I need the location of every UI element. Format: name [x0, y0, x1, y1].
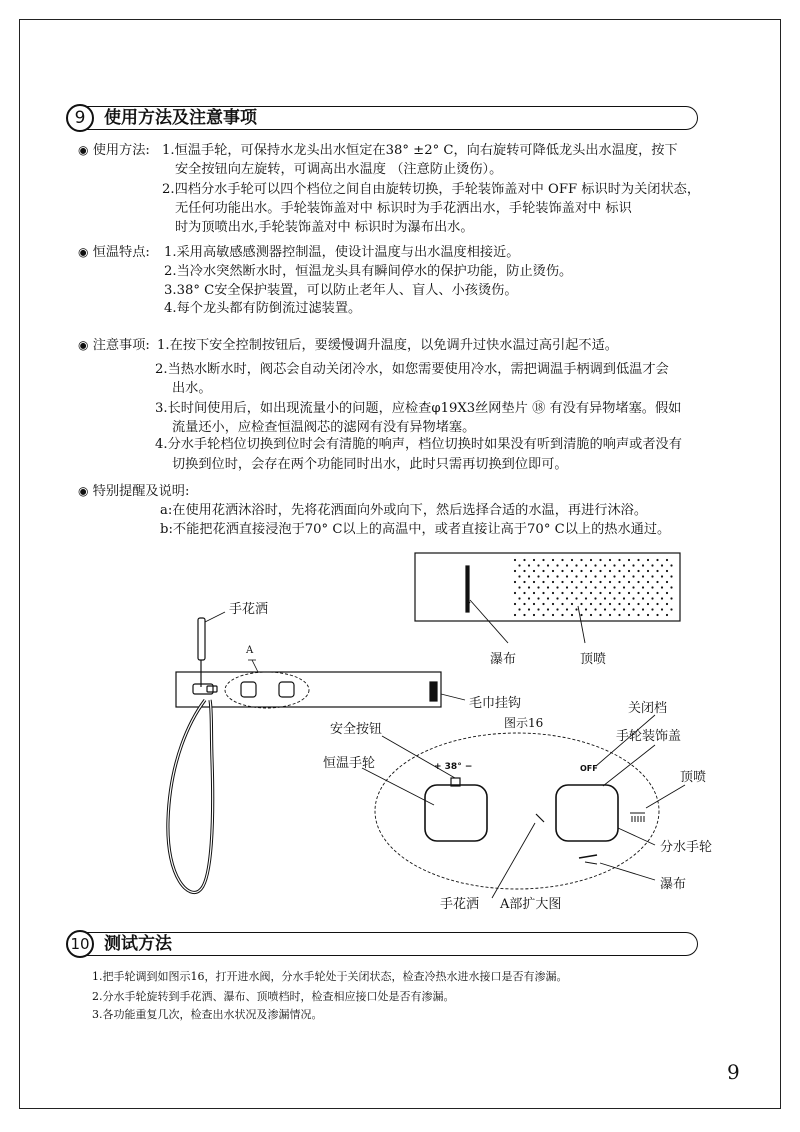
spray-dot	[533, 570, 535, 572]
notes-item-2-line2: 出水。	[172, 381, 212, 396]
notes-item-4-line2: 切换到位时，会存在两个功能同时出水，此时只需再切换到位即可。	[172, 457, 568, 472]
spray-dot	[561, 614, 563, 616]
spray-dot	[618, 603, 620, 605]
spray-dot	[547, 586, 549, 588]
spray-dot	[566, 597, 568, 599]
spray-dot	[642, 564, 644, 566]
spray-dot	[613, 597, 615, 599]
spray-dot	[585, 597, 587, 599]
spray-dot	[594, 575, 596, 577]
spray-dot	[594, 586, 596, 588]
features-label: 恒温特点:	[92, 245, 150, 260]
spray-dot	[575, 564, 577, 566]
spray-dot	[651, 608, 653, 610]
spray-dot	[523, 592, 525, 594]
method-item2-line2: 无任何功能出水。手轮装饰盖对中 标识时为手花洒出水，手轮装饰盖对中 标识	[175, 201, 632, 216]
spray-dot	[599, 603, 601, 605]
spray-dot	[666, 614, 668, 616]
spray-dot	[604, 564, 606, 566]
spray-dot	[604, 608, 606, 610]
spray-dot	[637, 581, 639, 583]
top-spray-icon	[630, 813, 645, 822]
label-hand-shower: 手花洒	[229, 602, 269, 617]
spray-dot	[556, 575, 558, 577]
spray-dot	[542, 603, 544, 605]
label-towel-hook: 毛巾挂钩	[469, 696, 522, 711]
page-number: 9	[727, 1060, 740, 1084]
spray-dot	[585, 564, 587, 566]
spray-dot	[552, 614, 554, 616]
spray-dot	[656, 581, 658, 583]
spray-dot	[518, 608, 520, 610]
spray-dot	[656, 570, 658, 572]
spray-dot	[552, 603, 554, 605]
spray-dot	[542, 581, 544, 583]
method-label: 使用方法:	[92, 143, 150, 158]
spray-dot	[609, 559, 611, 561]
spray-dot	[623, 597, 625, 599]
spray-dot	[623, 564, 625, 566]
spray-dot	[666, 581, 668, 583]
notes-label: 注意事项:	[92, 338, 150, 353]
test-item-1: 1.把手轮调到如图示16，打开进水阀，分水手轮处于关闭状态，检查冷热水进水接口是否有渗漏。	[92, 970, 568, 983]
notes-item-3-line1: 3.长时间使用后，如出现流量小的问题，应检查φ19X3丝网垫片 ⑱ 有没有异物堵塞。假如	[155, 401, 682, 416]
spray-dot	[561, 592, 563, 594]
spray-dot	[656, 559, 658, 561]
towel-hook-mark	[430, 682, 437, 701]
spray-dot	[561, 603, 563, 605]
spray-dot	[533, 614, 535, 616]
spray-dot	[604, 597, 606, 599]
label-hand-shower-2: 手花洒	[440, 897, 480, 912]
spray-dot	[514, 559, 516, 561]
spray-dot	[514, 603, 516, 605]
spray-dot	[594, 564, 596, 566]
off-mark: OFF	[580, 764, 598, 773]
spray-dot	[571, 581, 573, 583]
spray-dot	[623, 608, 625, 610]
spray-dot	[537, 564, 539, 566]
spray-dot	[632, 564, 634, 566]
features-item-2: 2.当冷水突然断水时，恒温龙头具有瞬间停水的保护功能，防止烫伤。	[164, 264, 573, 279]
spray-dot	[599, 581, 601, 583]
spray-dot	[632, 608, 634, 610]
spray-dot	[642, 586, 644, 588]
spray-dot	[590, 603, 592, 605]
features-item-4: 4.每个龙头都有防倒流过滤装置。	[164, 301, 362, 316]
spray-dot	[523, 559, 525, 561]
spray-dot	[632, 597, 634, 599]
spray-dot	[618, 581, 620, 583]
spray-dot	[661, 608, 663, 610]
spray-dot	[561, 570, 563, 572]
spray-dot	[518, 586, 520, 588]
spray-dot	[542, 592, 544, 594]
spray-dot	[575, 597, 577, 599]
spray-dot	[618, 570, 620, 572]
bullet-icon: ◉	[78, 484, 89, 498]
section-title: 使用方法及注意事项	[104, 108, 257, 128]
section-number: 9	[66, 104, 94, 132]
spray-dot	[599, 614, 601, 616]
spray-dot	[609, 570, 611, 572]
bullet-icon: ◉	[78, 245, 89, 259]
spray-dot	[651, 575, 653, 577]
notes-item-1: 1.在按下安全控制按钮后，要缓慢调升温度，以免调升过快水温过高引起不适。	[157, 338, 618, 353]
spray-dot	[590, 559, 592, 561]
spray-dot	[618, 559, 620, 561]
spray-dot	[647, 581, 649, 583]
spray-dot	[533, 581, 535, 583]
spray-dot	[666, 559, 668, 561]
spray-dot	[647, 592, 649, 594]
spray-dot	[566, 586, 568, 588]
label-top-spray: 顶喷	[580, 652, 607, 667]
spray-dot	[651, 586, 653, 588]
spray-dot	[523, 603, 525, 605]
spray-dot	[637, 570, 639, 572]
spray-dot	[571, 603, 573, 605]
bullet-icon: ◉	[78, 338, 89, 352]
callout-a: A	[246, 645, 254, 656]
spray-dot	[585, 575, 587, 577]
spray-dot	[670, 597, 672, 599]
notes-item-3-line2: 流量还小，应检查恒温阀芯的滤网有没有异物堵塞。	[172, 420, 476, 435]
spray-dot	[528, 575, 530, 577]
notes-item-4-line1: 4.分水手轮档位切换到位时会有清脆的响声，档位切换时如果没有听到清脆的响声或者没有	[155, 437, 682, 452]
spray-dot	[547, 564, 549, 566]
spray-dot	[571, 570, 573, 572]
label-wheel-cover: 手轮装饰盖	[616, 729, 682, 744]
spray-dot	[523, 570, 525, 572]
spray-dot	[661, 564, 663, 566]
temp-mark: + 38° −	[434, 762, 473, 772]
spray-dot	[604, 575, 606, 577]
spray-dot	[566, 575, 568, 577]
spray-dot	[628, 603, 630, 605]
spray-dot	[533, 592, 535, 594]
spray-dot	[604, 586, 606, 588]
spray-dot	[656, 603, 658, 605]
spray-dot	[533, 603, 535, 605]
spray-dot	[585, 586, 587, 588]
spray-dot	[580, 614, 582, 616]
spray-dot	[609, 603, 611, 605]
label-off-position: 关闭档	[628, 701, 668, 716]
section-number: 10	[66, 930, 94, 958]
spray-dot	[518, 564, 520, 566]
spray-dot	[518, 575, 520, 577]
waterfall-slot	[466, 566, 469, 612]
label-safety-button: 安全按钮	[330, 722, 383, 737]
spray-dot	[613, 564, 615, 566]
spray-dot	[642, 608, 644, 610]
spray-dot	[556, 608, 558, 610]
spray-dot	[514, 570, 516, 572]
spray-dot	[637, 559, 639, 561]
spray-dot	[594, 597, 596, 599]
special-a: a:在使用花洒沐浴时，先将花洒面向外或向下，然后选择合适的水温，再进行沐浴。	[160, 503, 648, 518]
spray-dot	[651, 564, 653, 566]
spray-dot	[585, 608, 587, 610]
spray-dot	[666, 570, 668, 572]
spray-dot	[666, 603, 668, 605]
special-b: b:不能把花洒直接浸泡于70° C以上的高温中，或者直接让高于70° C以上的热水通过。	[160, 522, 671, 537]
label-waterfall: 瀑布	[490, 652, 517, 667]
spray-dot	[571, 614, 573, 616]
spray-dot	[580, 592, 582, 594]
spray-dot	[628, 592, 630, 594]
spray-dot	[542, 614, 544, 616]
spray-dot	[575, 575, 577, 577]
spray-dot	[609, 614, 611, 616]
spray-dot	[632, 575, 634, 577]
spray-dot	[590, 614, 592, 616]
spray-dot	[528, 608, 530, 610]
spray-dot	[514, 592, 516, 594]
spray-dot	[571, 592, 573, 594]
method-item2-line1: 2.四档分水手轮可以四个档位之间自由旋转切换，手轮装饰盖对中 OFF 标识时为关闭状态，	[162, 182, 701, 197]
spray-dot	[590, 581, 592, 583]
test-item-3: 3.各功能重复几次，检查出水状况及渗漏情况。	[92, 1008, 323, 1021]
label-waterfall-2: 瀑布	[660, 877, 687, 892]
spray-dot	[661, 575, 663, 577]
spray-dot	[580, 603, 582, 605]
spray-dot	[647, 614, 649, 616]
spray-dot	[599, 570, 601, 572]
spray-dot	[566, 608, 568, 610]
spray-dot	[537, 575, 539, 577]
spray-dot	[561, 559, 563, 561]
spray-dot	[590, 592, 592, 594]
spray-dot	[580, 559, 582, 561]
label-detail-a: A部扩大图	[500, 897, 562, 912]
label-thermo-wheel: 恒温手轮	[323, 756, 376, 771]
spray-dot	[528, 586, 530, 588]
spray-dot	[666, 592, 668, 594]
spray-dot	[670, 608, 672, 610]
diverter-knob	[556, 785, 618, 841]
spray-dot	[523, 581, 525, 583]
spray-dot	[656, 614, 658, 616]
spray-dot	[547, 575, 549, 577]
spray-dot	[647, 603, 649, 605]
spray-dot	[514, 581, 516, 583]
spray-dot	[618, 592, 620, 594]
spray-dot	[637, 603, 639, 605]
spray-dot	[661, 586, 663, 588]
spray-dot	[642, 597, 644, 599]
spray-dot	[599, 592, 601, 594]
spray-dot	[637, 614, 639, 616]
spray-dot	[542, 570, 544, 572]
notes-item-2-line1: 2.当热水断水时，阀芯会自动关闭冷水，如您需要使用冷水，需把调温手柄调到低温才会	[155, 362, 669, 377]
thermo-knob	[425, 785, 487, 841]
spray-dot	[537, 597, 539, 599]
method-item1-line2: 安全按钮向左旋转，可调高出水温度 （注意防止烫伤）。	[175, 162, 503, 177]
label-diverter-wheel: 分水手轮	[660, 840, 713, 855]
spray-dot	[599, 559, 601, 561]
spray-dot	[561, 581, 563, 583]
spray-dot	[670, 564, 672, 566]
spray-dot	[613, 575, 615, 577]
spray-dot	[571, 559, 573, 561]
shower-panel	[176, 672, 441, 707]
section-title: 测试方法	[104, 934, 172, 954]
spray-dot	[523, 614, 525, 616]
spray-dot	[552, 559, 554, 561]
spray-dot	[656, 592, 658, 594]
spray-dot	[632, 586, 634, 588]
method-item1-line1: 1.恒温手轮，可保持水龙头出水恒定在38° ±2° C，向右旋转可降低龙头出水温度，按下	[162, 143, 678, 158]
spray-dot	[566, 564, 568, 566]
spray-dot	[609, 581, 611, 583]
spray-dot	[590, 570, 592, 572]
spray-dot	[537, 608, 539, 610]
spray-dot	[552, 570, 554, 572]
spray-dot	[556, 597, 558, 599]
features-item-1: 1.采用高敏感感测器控制温，使设计温度与出水温度相接近。	[164, 245, 520, 260]
spray-dot	[552, 592, 554, 594]
spray-dot	[537, 586, 539, 588]
spray-dot	[547, 597, 549, 599]
figure-caption: 图示16	[504, 716, 544, 730]
spray-dot	[623, 586, 625, 588]
spray-dot	[628, 581, 630, 583]
spray-dot	[542, 559, 544, 561]
section-header-bar	[86, 932, 698, 956]
spray-dot	[580, 581, 582, 583]
spray-dot	[651, 597, 653, 599]
spray-dot	[637, 592, 639, 594]
features-item-3: 3.38° C安全保护装置，可以防止老年人、盲人、小孩烫伤。	[164, 283, 518, 298]
spray-dot	[528, 597, 530, 599]
spray-dot	[613, 608, 615, 610]
spray-dot	[609, 592, 611, 594]
spray-dot	[618, 614, 620, 616]
test-item-2: 2.分水手轮旋转到手花洒、瀑布、顶喷档时，检查相应接口处是否有渗漏。	[92, 990, 455, 1003]
spray-dot	[628, 559, 630, 561]
label-top-spray-2: 顶喷	[680, 770, 707, 785]
method-item2-line3: 时为顶喷出水,手轮装饰盖对中 标识时为瀑布出水。	[175, 220, 474, 235]
top-spray-dots	[514, 559, 673, 616]
spray-dot	[670, 586, 672, 588]
spray-dot	[647, 570, 649, 572]
spray-dot	[594, 608, 596, 610]
bullet-icon: ◉	[78, 143, 89, 157]
spray-dot	[623, 575, 625, 577]
spray-dot	[628, 570, 630, 572]
spray-dot	[575, 586, 577, 588]
spray-dot	[613, 586, 615, 588]
special-label: 特别提醒及说明:	[92, 484, 190, 499]
spray-dot	[547, 608, 549, 610]
spray-dot	[661, 597, 663, 599]
spray-dot	[533, 559, 535, 561]
spray-dot	[575, 608, 577, 610]
spray-dot	[556, 586, 558, 588]
section-10-header	[66, 929, 698, 959]
spray-dot	[518, 597, 520, 599]
spray-dot	[628, 614, 630, 616]
spray-dot	[552, 581, 554, 583]
spray-dot	[514, 614, 516, 616]
spray-dot	[670, 575, 672, 577]
spray-dot	[642, 575, 644, 577]
spray-dot	[580, 570, 582, 572]
spray-dot	[528, 564, 530, 566]
spray-dot	[556, 564, 558, 566]
spray-dot	[647, 559, 649, 561]
